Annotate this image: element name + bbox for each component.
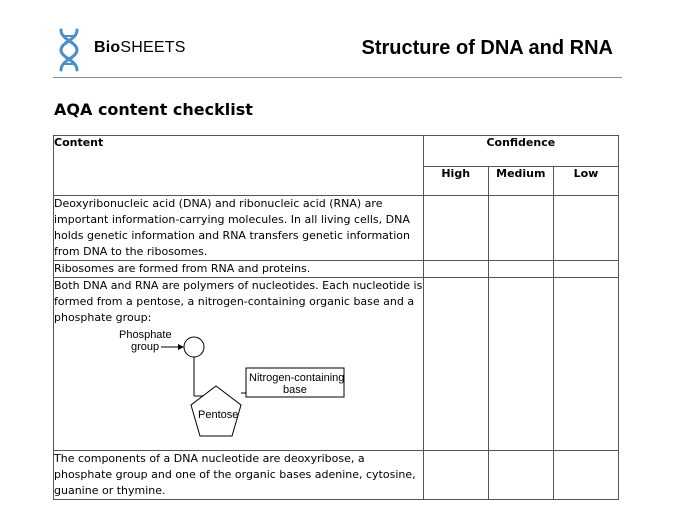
medium-checkbox-cell[interactable] (488, 451, 553, 500)
low-checkbox-cell[interactable] (553, 278, 618, 451)
table-header-row (54, 136, 619, 167)
level-medium-header: Medium (488, 167, 553, 196)
base-label-2: base (283, 384, 307, 396)
table-row (54, 196, 619, 261)
high-checkbox-cell[interactable] (423, 451, 488, 500)
nucleotide-diagram (54, 326, 414, 450)
table-row (54, 261, 619, 278)
table-row (54, 451, 619, 500)
table-row (54, 278, 619, 451)
medium-checkbox-cell[interactable] (488, 196, 553, 261)
low-checkbox-cell[interactable] (553, 261, 618, 278)
pentose-label: Pentose (198, 409, 239, 421)
low-checkbox-cell[interactable] (553, 196, 618, 261)
content-checklist-table (53, 135, 619, 500)
high-checkbox-cell[interactable] (423, 278, 488, 451)
row-content (54, 278, 424, 451)
brand-name (94, 39, 186, 57)
high-checkbox-cell[interactable] (423, 196, 488, 261)
row-text: Both DNA and RNA are polymers of nucleotides. Each nucleotide is formed from a pentose, a nitrogen-containing organic base and a phosphate group: (54, 279, 423, 324)
level-low-header: Low (553, 167, 618, 196)
section-title: AQA content checklist (54, 100, 253, 119)
row-content: The components of a DNA nucleotide are deoxyribose, a phosphate group and one of the organic bases adenine, cytosine, guanine or thymine. (54, 451, 424, 500)
brand-bold: Bio (94, 39, 121, 56)
page-header (0, 0, 681, 80)
phosphate-circle (184, 337, 204, 357)
row-content: Ribosomes are formed from RNA and proteins. (54, 261, 424, 278)
header-divider (53, 77, 622, 78)
high-checkbox-cell[interactable] (423, 261, 488, 278)
row-content: Deoxyribonucleic acid (DNA) and ribonucleic acid (RNA) are important information-carrying molecules. In all living cells, DNA holds genetic information and RNA transfers genetic information from DNA to the ribosomes. (54, 196, 424, 261)
brand-rest: SHEETS (120, 39, 186, 56)
content-column-header: Content (54, 136, 424, 196)
level-high-header: High (423, 167, 488, 196)
medium-checkbox-cell[interactable] (488, 278, 553, 451)
document-title: Structure of DNA and RNA (361, 37, 613, 59)
arrow-head (178, 344, 184, 350)
medium-checkbox-cell[interactable] (488, 261, 553, 278)
phosphate-label: Phosphate (119, 329, 172, 341)
phosphate-label-2: group (131, 341, 160, 353)
dna-helix-icon (55, 28, 83, 72)
base-label: Nitrogen-containing (249, 372, 345, 384)
low-checkbox-cell[interactable] (553, 451, 618, 500)
confidence-column-header: Confidence (423, 136, 618, 167)
